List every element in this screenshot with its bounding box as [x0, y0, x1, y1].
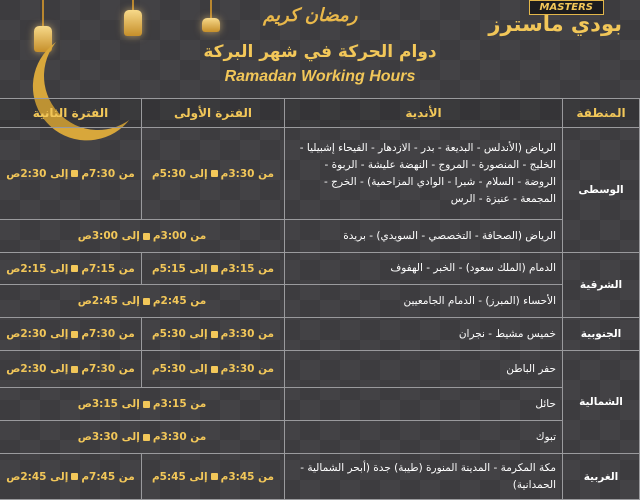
table-row	[0, 253, 640, 285]
table-row	[0, 128, 640, 220]
merged-period-cell: من 2:45مإلى 2:45ص	[0, 285, 285, 318]
period-1-cell: من 3:30مإلى 5:30م	[142, 128, 285, 220]
page-title-arabic: دوام الحركة في شهر البركة	[203, 42, 437, 62]
period-2-cell: من 7:30مإلى 2:30ص	[0, 128, 142, 220]
period-2-cell: من 7:15مإلى 2:15ص	[0, 253, 142, 285]
clubs-cell: حفر الباطن	[285, 351, 563, 388]
ramadan-kareem-calligraphy: رمضان كريم	[263, 5, 358, 26]
clubs-cell: مكة المكرمة - المدينة المنورة (طيبة) جدة (أبحر الشمالية - الحمدانية)	[285, 454, 563, 500]
clubs-cell: الدمام (الملك سعود) - الخبر - الهفوف	[285, 253, 563, 285]
period-2-cell: من 7:30مإلى 2:30ص	[0, 351, 142, 388]
period-1-cell: من 3:30مإلى 5:30م	[142, 351, 285, 388]
brand-name: بودي ماسترز	[488, 12, 622, 36]
clubs-cell: الرياض (الصحافة - التخصصي - السويدي) - بريدة	[285, 220, 563, 253]
merged-period-cell: من 3:30مإلى 3:30ص	[0, 421, 285, 454]
region-cell: الوسطى	[563, 128, 640, 253]
column-header-period-2: الفترة الثانية	[0, 99, 142, 128]
period-1-cell: من 3:15مإلى 5:15م	[142, 253, 285, 285]
header	[0, 0, 640, 98]
period-1-cell: من 3:45مإلى 5:45م	[142, 454, 285, 500]
lantern-icon	[200, 0, 222, 32]
table-row	[0, 318, 640, 351]
brand-logo	[464, 0, 634, 45]
region-cell: الغربية	[563, 454, 640, 500]
merged-period-cell: من 3:15مإلى 3:15ص	[0, 388, 285, 421]
clubs-cell: حائل	[285, 388, 563, 421]
hours-table-container	[0, 98, 640, 500]
page-title-english: Ramadan Working Hours	[224, 68, 416, 85]
period-1-cell: من 3:30مإلى 5:30م	[142, 318, 285, 351]
region-cell: الشمالية	[563, 351, 640, 454]
period-2-cell: من 7:45مإلى 2:45ص	[0, 454, 142, 500]
brand-badge: MASTERS	[529, 0, 604, 15]
table-row	[0, 388, 640, 421]
table-row	[0, 454, 640, 500]
clubs-cell: الرياض (الأندلس - البديعة - بدر - الازدهار - الفيحاء إشبيليا - الخليج - المنصورة - المروج - النهضة عليشة - الربوة - الروضة - السلام - شبرا - الوادي المزاحمية) - الخرج - المجمعة - عنيزة - الرس	[285, 128, 563, 220]
clubs-cell: تبوك	[285, 421, 563, 454]
clubs-cell: الأحساء (المبرز) - الدمام الجامعيين	[285, 285, 563, 318]
column-header-clubs: الأندية	[285, 99, 563, 128]
table-row	[0, 351, 640, 388]
table-row	[0, 421, 640, 454]
period-2-cell: من 7:30مإلى 2:30ص	[0, 318, 142, 351]
merged-period-cell: من 3:00مإلى 3:00ص	[0, 220, 285, 253]
table-header-row	[0, 99, 640, 128]
column-header-region: المنطقة	[563, 99, 640, 128]
hours-table	[0, 98, 640, 500]
table-row	[0, 220, 640, 253]
table-row	[0, 285, 640, 318]
region-cell: الجنوبية	[563, 318, 640, 351]
clubs-cell: خميس مشيط - نجران	[285, 318, 563, 351]
region-cell: الشرقية	[563, 253, 640, 318]
column-header-period-1: الفترة الأولى	[142, 99, 285, 128]
